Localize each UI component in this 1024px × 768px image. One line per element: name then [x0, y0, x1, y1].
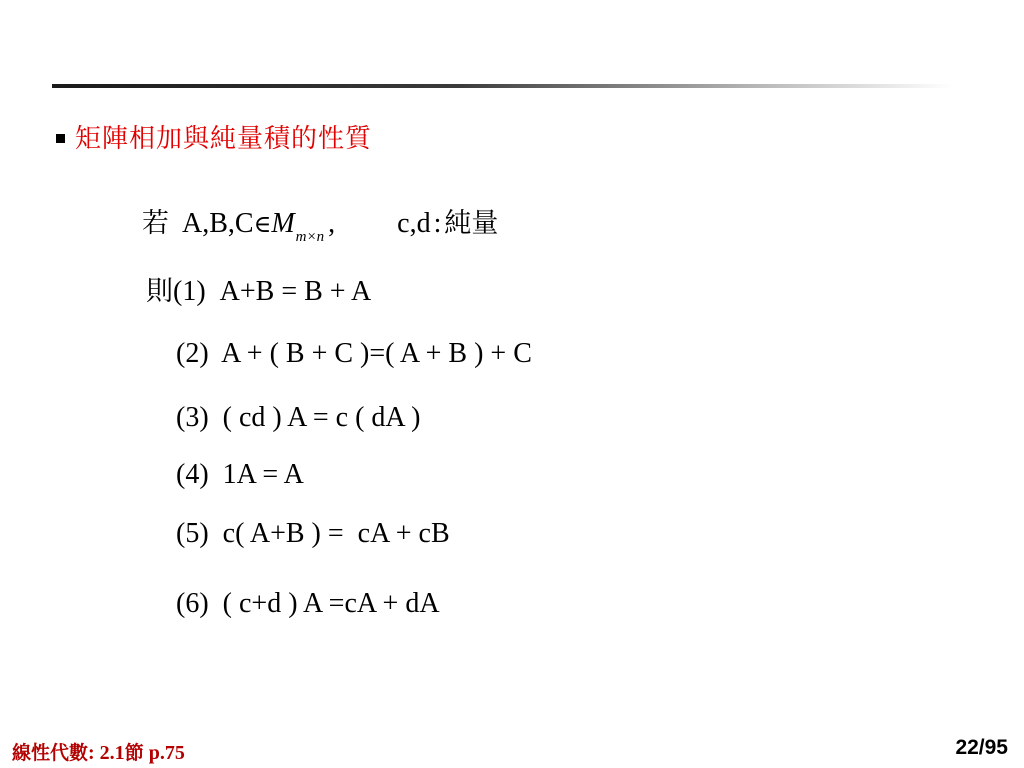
property-2: (2) A + ( B + C )=( A + B ) + C [176, 338, 532, 369]
title-divider [52, 84, 952, 88]
slide-number: 22/95 [955, 736, 1008, 759]
footer-section: : 2.1 [88, 742, 125, 764]
footer-course-reference [12, 738, 185, 765]
premise-line [142, 208, 499, 245]
premise-colon: : [433, 208, 442, 239]
matrix-space-symbol: M [271, 208, 295, 239]
scalar-names: c,d [397, 208, 431, 239]
footer-course-name: 線性代數 [12, 742, 89, 764]
section-heading [56, 118, 372, 155]
heading-text: 矩陣相加與純量積的性質 [75, 124, 373, 154]
property-3: (3) ( cd ) A = c ( dA ) [176, 402, 421, 433]
then-word: 則 [146, 276, 173, 307]
matrix-space-dimension: m×n [295, 229, 325, 245]
footer-page-ref: p.75 [143, 742, 185, 764]
premise-comma: , [328, 208, 336, 239]
if-word: 若 [142, 208, 169, 239]
element-of-symbol: ∈ [253, 212, 272, 238]
square-bullet-icon [56, 134, 65, 143]
property-1-text: (1) A+B = B + A [173, 276, 372, 307]
property-1 [146, 278, 371, 306]
property-5: (5) c( A+B ) = cA + cB [176, 518, 450, 549]
property-4: (4) 1A = A [176, 459, 304, 490]
scalar-word: 純量 [444, 208, 499, 239]
footer-section-word: 節 [124, 742, 144, 764]
matrix-names: A,B,C [182, 208, 254, 239]
property-6: (6) ( c+d ) A =cA + dA [176, 588, 440, 619]
